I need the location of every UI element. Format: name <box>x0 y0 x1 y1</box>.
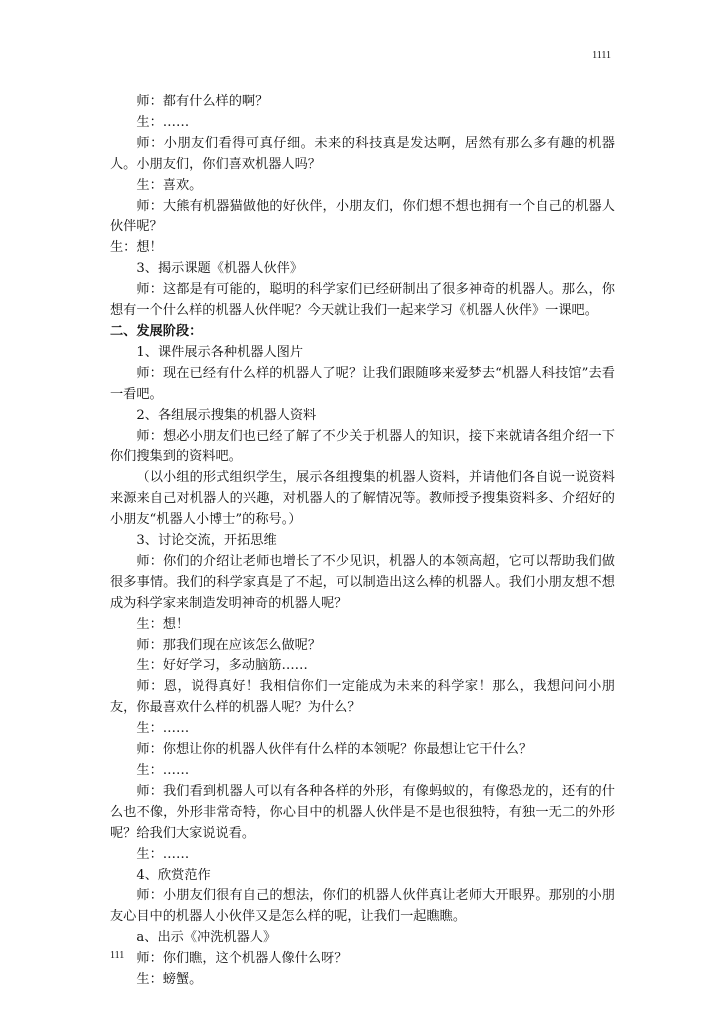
paragraph: 生：…… <box>136 763 190 778</box>
paragraph: 师：那我们现在应该怎么做呢？ <box>136 637 322 653</box>
paragraph: 师：这都是有可能的，聪明的科学家们已经研制出了很多神奇的机器人。那么，你想有一个什么样的机器人伙伴呢？今天就让我们一起来学习《机器人伙伴》一课吧。 <box>110 282 615 319</box>
section-heading: 二、发展阶段： <box>110 323 203 339</box>
paragraph: 3、讨论交流，开拓思维 <box>136 533 277 549</box>
paragraph: 师：现在已经有什么样的机器人了呢？让我们跟随哆来爱梦去“机器人科技馆”去看一看吧。 <box>110 365 615 402</box>
paragraph: 生：想！ <box>110 240 163 256</box>
paragraph: 3、揭示课题《机器人伙伴》 <box>136 261 304 277</box>
paragraph: 师：小朋友们很有自己的想法，你们的机器人伙伴真让老师大开眼界。那别的小朋友心目中的机器人小伙伴又是怎么样的呢，让我们一起瞧瞧。 <box>110 888 615 925</box>
page-number: 111 <box>110 950 125 961</box>
paragraph: 师：小朋友们看得可真仔细。未来的科技真是发达啊，居然有那么多有趣的机器人。小朋友们，你们喜欢机器人吗？ <box>110 135 615 172</box>
paragraph: 生：想！ <box>136 616 190 632</box>
paragraph: a、出示《冲洗机器人》 <box>136 930 277 946</box>
paragraph: （以小组的形式组织学生，展示各组搜集的机器人资料，并请他们各自说一说资料来源来自己对机器人的兴趣，对机器人的了解情况等。教师授予搜集资料多、介绍好的小朋友“机器人小博士”的称号。） <box>110 470 615 528</box>
paragraph: 师：你想让你的机器人伙伴有什么样的本领呢？你最想让它干什么？ <box>136 742 533 758</box>
paragraph: 师：我们看到机器人可以有各种各样的外形，有像蚂蚁的，有像恐龙的，还有的什么也不像，外形非常奇特，你心目中的机器人伙伴是不是也很独特，有独一无二的外形呢？给我们大家说说看。 <box>110 783 615 841</box>
paragraph: 生：…… <box>136 846 190 862</box>
paragraph: 师：你们的介绍让老师也增长了不少见识，机器人的本领高超，它可以帮助我们做很多事情。我们的科学家真是了不起，可以制造出这么棒的机器人。我们小朋友想不想成为科学家来制造发明神奇的机器人呢？ <box>110 553 615 611</box>
paragraph: 1、课件展示各种机器人图片 <box>136 344 304 360</box>
paragraph: 生：好好学习，多动脑筋…… <box>136 658 308 674</box>
page-header-mark: 1111 <box>592 50 611 61</box>
paragraph: 生：…… <box>136 114 190 130</box>
paragraph: 师：你们瞧，这个机器人像什么呀？ <box>136 951 348 967</box>
paragraph: 生：喜欢。 <box>136 177 203 193</box>
paragraph: 师：大熊有机器猫做他的好伙伴，小朋友们，你们想不想也拥有一个自己的机器人伙伴呢？ <box>110 198 615 235</box>
paragraph: 生：螃蟹。 <box>136 972 203 988</box>
paragraph: 生：…… <box>136 721 190 737</box>
document-body <box>110 92 615 991</box>
paragraph: 师：恩，说得真好！我相信你们一定能成为未来的科学家！那么，我想问问小朋友，你最喜欢什么样的机器人呢？为什么？ <box>110 679 615 716</box>
paragraph: 师：都有什么样的啊？ <box>136 94 269 109</box>
paragraph: 2、各组展示搜集的机器人资料 <box>136 407 317 423</box>
paragraph: 师：想必小朋友们也已经了解了不少关于机器人的知识，接下来就请各组介绍一下你们搜集到的资料吧。 <box>110 428 615 465</box>
paragraph: 4、欣赏范作 <box>136 867 211 883</box>
